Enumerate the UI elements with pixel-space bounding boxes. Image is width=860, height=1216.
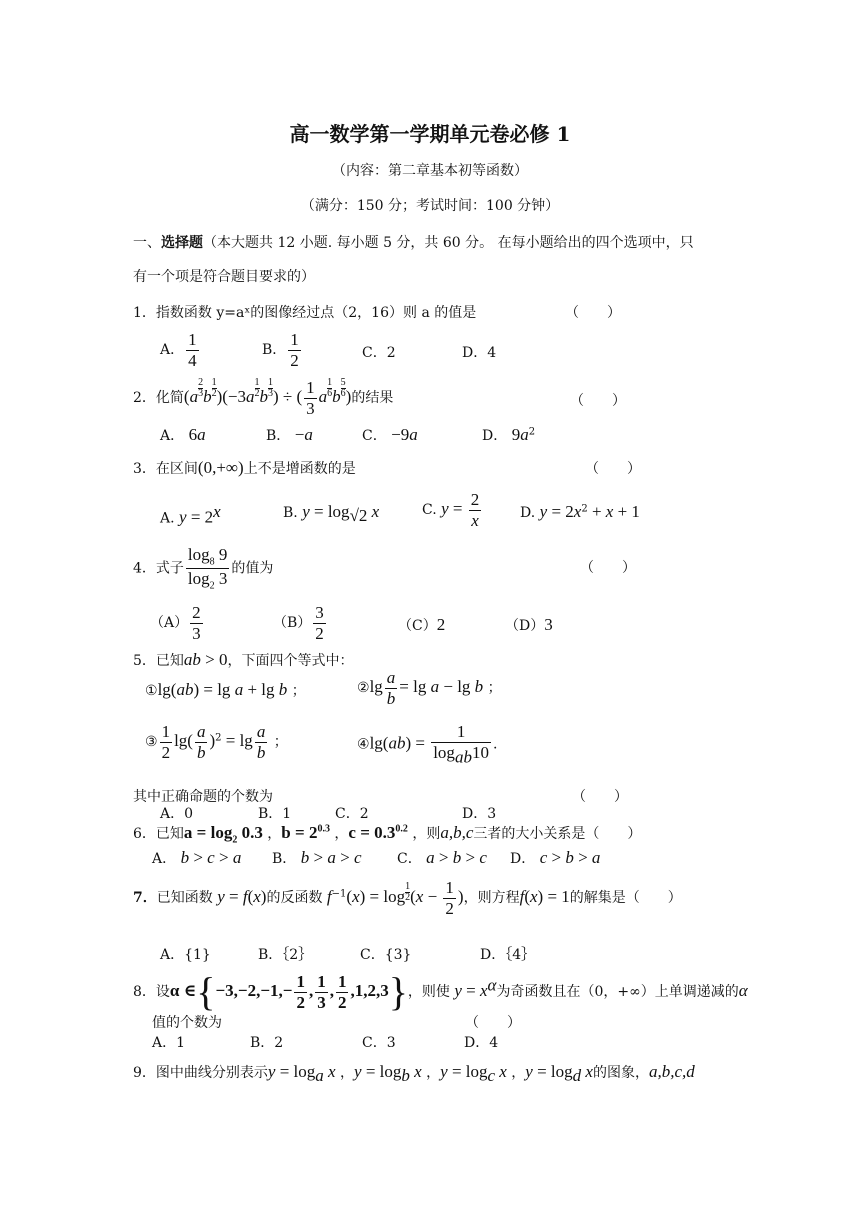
section-intro-2: 有一个项是符合题目要求的） (133, 269, 315, 285)
q5-blank: （ ） (572, 789, 628, 805)
q1-stem: 1．指数函数 y=aˣ的图像经过点（2，16）则 a 的值是 (133, 305, 477, 321)
q5-option-c: C．2 (335, 806, 369, 822)
q4-option-d: （D）3 (505, 615, 553, 634)
q4-option-b: （B） $\frac{3}{2}$ (273, 603, 324, 643)
q6-stem: 6．已知$a = \log_2 0.3$ ，$b = 2^{0.3}$ ，$c = 0.3^{0.2}$ ，则a,b,c三者的大小关系是（ ） (133, 823, 642, 846)
q1-option-c: C．2 (362, 345, 396, 361)
q4-option-c: （C）2 (398, 615, 446, 634)
q4-blank: （ ） (580, 560, 636, 576)
q1-option-a: A． $\frac{1}{4}$ (160, 330, 197, 370)
q1-option-b: B． $\frac{1}{2}$ (262, 330, 299, 370)
section-heading: 一、选择题（本大题共 12 小题. 每小题 5 分，共 60 分。 在每小题给出的四个选项中，只 (133, 235, 694, 251)
q3-stem: 3．在区间(0,+∞)上不是增函数的是 (133, 458, 356, 477)
q5-statement-4: ④lg(ab) = $\frac{1}{\log_{ab}10}$ . (357, 722, 498, 766)
q3-option-d: D. $y = 2x^2 + x + 1$ (520, 502, 640, 521)
page-title: 高一数学第一学期单元卷必修 1 (289, 122, 571, 146)
q7-stem: 7．已知函数 y = f(x)的反函数 $f^{-1}(x) = \log$ $_{\frac{1}{2}}$ (x − $\frac{1}{2}$ )，则方程f(x) = 1的解集是（ ） (133, 878, 682, 918)
q2-option-d: D． $9a^2$ (482, 425, 536, 444)
q5-statement-2: ②lg $\frac{a}{b}$ = lg a − lg b ； (357, 668, 502, 708)
q2-option-b: B． −a (266, 425, 313, 444)
q5-option-d: D．3 (462, 806, 497, 822)
q5-statement-1: ①lg(ab) = lg a + lg b ； (145, 680, 306, 699)
q8-blank: （ ） (465, 1015, 521, 1031)
q2-option-c: C． −9a (362, 425, 418, 444)
q5-stem: 5．已知ab > 0，下面四个等式中： (133, 650, 354, 669)
q4-option-a: （A） $\frac{2}{3}$ (150, 603, 201, 643)
q6-option-d: D． c > b > a (510, 848, 601, 867)
q9-stem: 9．图中曲线分别表示$y = \log_a x$ ，$y = \log_b x$ ，$y = \log_c x$ ，$y = \log_d x$的图象，a,b,c,d (133, 1062, 695, 1085)
q7-option-c: C．{3} (360, 947, 412, 963)
q2-option-a: A． 6a (160, 425, 206, 444)
q6-option-c: C． a > b > c (397, 848, 487, 867)
q6-option-a: A． b > c > a (152, 848, 242, 867)
q8-option-c: C．3 (362, 1035, 396, 1051)
q5-question: 其中正确命题的个数为 (133, 789, 273, 805)
q2-blank: （ ） (570, 393, 626, 409)
q8-option-b: B．2 (250, 1035, 284, 1051)
q1-option-d: D．4 (462, 345, 497, 361)
q8-option-a: A．1 (152, 1035, 186, 1051)
q3-option-a: A. $y = 2^x$ (160, 502, 221, 527)
q7-option-b: B．｛2｝ (258, 947, 313, 963)
q8-option-d: D．4 (464, 1035, 499, 1051)
q3-option-b: B. $y = \log_{√2} x$ (283, 502, 380, 525)
q4-stem: 4．式子 $\frac{\log_8 9}{\log_2 3}$ 的值为 (133, 545, 274, 592)
q7-option-d: D．｛4｝ (480, 947, 536, 963)
q6-option-b: B． b > a > c (272, 848, 362, 867)
q7-option-a: A．{1} (160, 947, 211, 963)
q5-statement-3: ③ $\frac{1}{2}$ lg( $\frac{a}{b}$ )$^2$ = lg $\frac{a}{b}$ ； (145, 722, 288, 762)
q3-option-c: C. y = $\frac{2}{x}$ (422, 490, 480, 530)
q1-blank: （ ） (565, 305, 621, 321)
q8-line2: 值的个数为 (152, 1015, 222, 1031)
q5-option-b: B．1 (258, 806, 292, 822)
content-line: （内容：第二章基本初等函数） (332, 163, 528, 179)
score-line: （满分：150 分；考试时间：100 分钟） (300, 198, 560, 214)
q2-stem: 2．化简(a $\frac{2}{3}$ b $\frac{1}{2}$ )(−3a $\frac{1}{2}$ b $\frac{1}{3}$ ) ÷ ( $\frac{1}{3}$ a $\frac{1}{6}$ b $\frac{5}{6}$ )的结果 (133, 377, 394, 418)
q3-blank: （ ） (585, 461, 641, 477)
q8-stem: 8．设α ∈{−3,−2,−1,− $\frac{1}{2}$ , $\frac{1}{3}$ , $\frac{1}{2}$ ,1,2,3}，则使 $y = x^\alpha$为奇函数且在（0，+∞）上单调递减的α (133, 969, 748, 1015)
q5-option-a: A．0 (160, 806, 194, 822)
